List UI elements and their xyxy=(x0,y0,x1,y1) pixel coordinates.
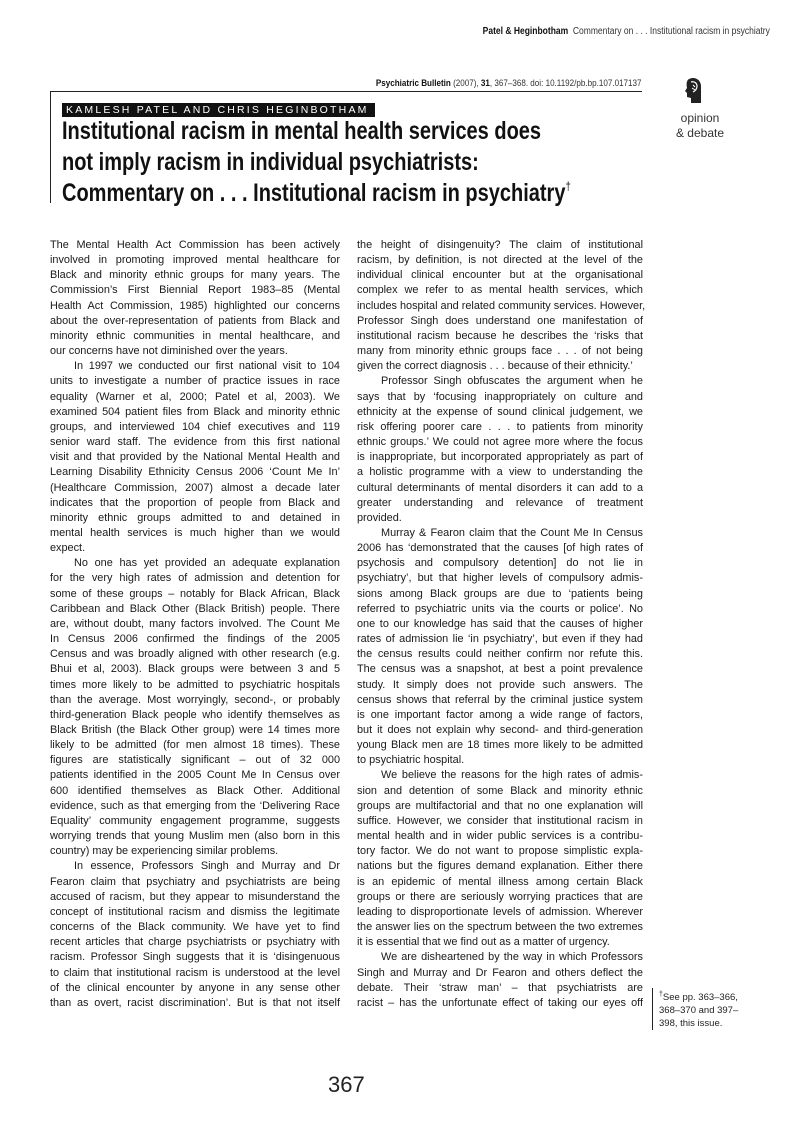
text-line: to claim that institutional racism is understood at the level xyxy=(50,966,340,979)
text-line: racism, by definition, is not directed at the level of the xyxy=(357,254,643,267)
opinion-debate-head-icon xyxy=(683,76,703,104)
text-line: accused of racism, but they appear to misunderstand the xyxy=(50,890,340,903)
text-line: Learning Disability Ethnicity Census 2006 ‘Count Me In’ xyxy=(50,466,340,479)
text-line: ethnicity at the expense of sound clinical judgement, we xyxy=(357,405,643,418)
paragraph xyxy=(50,238,340,359)
text-line: Commission’s First Biennial Report 1983–85 (Mental xyxy=(50,284,340,297)
text-line: some of these groups – notably for Black African, Black xyxy=(50,587,340,600)
journal-volume: 31 xyxy=(481,78,491,89)
title-dagger: † xyxy=(565,179,571,193)
text-line: equality (Warner et al, 2000; Patel et al, 2003). We xyxy=(50,390,340,403)
citation-line xyxy=(376,78,642,89)
text-line: study. It simply does not provide such answers. The xyxy=(357,678,643,691)
text-line: country) may be experiencing similar problems. xyxy=(50,845,279,858)
article-title-line: not imply racism in individual psychiatrists: xyxy=(62,148,479,176)
text-line: groups or there are seriously worrying practices that are xyxy=(357,890,643,903)
text-line: the answer lies on the spectrum between the two extremes xyxy=(357,921,643,934)
text-line: The Mental Health Act Commission has been actively xyxy=(50,239,340,251)
text-line: minority ethnic groups admitted to and detained in xyxy=(50,511,340,524)
section-label xyxy=(660,111,740,141)
text-line: Professor Singh does understand one manifestation of xyxy=(357,314,643,327)
text-line: In 1997 we conducted our first national visit to 104 xyxy=(74,360,340,373)
text-line: senior ward staff. The evidence from this first national xyxy=(50,436,340,449)
text-line: nations but the figures demand explanation. Either there xyxy=(357,860,643,873)
text-line: Black British (the Black Other group) were 14 times more xyxy=(50,724,340,736)
text-line: young Black men are 18 times more likely to be admitted xyxy=(357,739,643,752)
text-line: Health Act Commission, 1985) highlighted our concerns xyxy=(50,299,340,312)
journal-pages-doi: , 367–368. doi: 10.1192/pb.bp.107.017137 xyxy=(490,78,642,89)
text-line: provided. xyxy=(357,511,402,524)
header-rule xyxy=(50,91,642,92)
article-title-line xyxy=(62,179,571,208)
body-column-right xyxy=(357,238,646,1011)
text-line: mental health and in wider public services is a contribu- xyxy=(357,830,643,843)
text-line: units to investigate a number of practice issues in race xyxy=(50,375,340,388)
paragraph xyxy=(50,859,340,1011)
text-line: The census was a snapshot, at best a point prevalence xyxy=(357,663,643,676)
paragraph xyxy=(357,526,643,769)
text-line: likely to be admitted (for men almost 18 times). These xyxy=(50,739,340,752)
text-line: are, without doubt, many factors involved. The Count Me xyxy=(50,617,340,630)
text-line: ethnic groups.’ We could not agree more where the focus xyxy=(357,436,643,449)
text-line: is inappropriate, but incorporated appropriately as part of xyxy=(357,451,643,464)
footnote xyxy=(652,988,749,1030)
text-line: is an epidemic of mental illness among certain Black xyxy=(357,875,643,888)
text-line: it is essential that we find out as a matter of urgency. xyxy=(357,936,610,949)
text-line: Census and was broadly aligned with other research (e.g. xyxy=(50,648,340,661)
text-line: Caribbean and Black Other (Black British) people. There xyxy=(50,602,340,615)
text-line: We are disheartened by the way in which Professors xyxy=(381,951,643,964)
text-line: institutional racism because he describes the ‘risks that xyxy=(357,329,643,342)
text-line: expect. xyxy=(50,542,86,555)
text-line: but it does not explain why second- and third-generation xyxy=(357,724,643,736)
text-line: Bhui et al, 2003). Black groups were between 3 and 5 xyxy=(50,663,340,676)
text-line: tory factor. We do not want to propose simplistic expla- xyxy=(357,845,643,858)
text-line: includes hospital and related community services. However, xyxy=(357,299,646,312)
text-line: minority ethnic communities in mental healthcare, and xyxy=(50,329,340,342)
running-head-title: Commentary on . . . Institutional racism in psychiatry xyxy=(573,26,770,37)
paragraph xyxy=(357,950,643,1011)
text-line: many from minority ethnic groups face . . . of not being xyxy=(357,345,643,358)
text-line: sions among Black groups are due to ‘patients being xyxy=(357,587,643,600)
text-line: indicates that the proportion of people from Black and xyxy=(50,496,340,509)
paragraph xyxy=(50,556,340,859)
section-label-line: & debate xyxy=(675,126,725,140)
text-line: census shows that referral by the criminal justice system xyxy=(357,693,643,706)
text-line: one to our knowledge has said that the causes of higher xyxy=(357,617,643,630)
text-line: mental health services is much higher than we would xyxy=(50,526,340,539)
text-line: groups are multifactorial and that no one explanation will xyxy=(357,799,643,812)
journal-year: (2007), xyxy=(453,78,480,89)
text-line: the height of disingenuity? The claim of institutional xyxy=(357,239,643,251)
text-line: Equality’ community engagement programme, suggests xyxy=(50,814,340,827)
text-line: our concerns have not diminished over the years. xyxy=(50,345,288,358)
text-line: recent articles that charge psychiatrists or psychiatry with xyxy=(50,936,340,949)
page-number: 367 xyxy=(328,1072,365,1097)
text-line: third-generation Black people who identify themselves as xyxy=(50,708,340,721)
text-line: given the correct diagnosis . . . because of their ethnicity.’ xyxy=(357,360,633,373)
text-line: referred to psychiatric units via the courts or police’. No xyxy=(357,602,643,615)
text-line: of the clinical encounter by anyone in any sense other xyxy=(50,981,340,994)
text-line: about the over-representation of patients from Black and xyxy=(50,314,340,327)
text-line: suffice. However, we consider that institutional racism in xyxy=(357,814,643,827)
text-line: times more likely to be admitted to psychiatric hospitals xyxy=(50,678,340,691)
journal-name: Psychiatric Bulletin xyxy=(376,78,452,89)
running-head xyxy=(483,26,770,37)
text-line: visit and that provided by the National Mental Health and xyxy=(50,451,340,464)
body-column-left xyxy=(50,238,340,1011)
paragraph xyxy=(357,374,643,526)
text-line: 600 identified themselves as Black Other. Additional xyxy=(50,784,340,797)
text-line: says that by ‘focusing inappropriately on culture and xyxy=(357,390,643,403)
text-line: patients identified in the 2005 Count Me In Census over xyxy=(50,769,340,782)
text-line: Fearon claim that psychiatry and psychiatrists are being xyxy=(50,875,340,888)
footnote-mark: † xyxy=(659,991,663,998)
footnote-text: See pp. 363–366, 368–370 and 397–398, this issue. xyxy=(659,992,739,1030)
text-line: psychosis and compulsory detention] do not lie in xyxy=(357,557,643,570)
text-line: Black and minority ethnic groups for many years. The xyxy=(50,269,340,282)
text-line: a holistic programme with a view to understanding the xyxy=(357,466,643,479)
text-line: to psychiatric hospital. xyxy=(357,754,465,767)
text-line: than as overt, racist discrimination’. But is that not itself xyxy=(50,996,340,1009)
author-bar: KAMLESH PATEL AND CHRIS HEGINBOTHAM xyxy=(62,103,375,117)
text-line: In essence, Professors Singh and Murray and Dr xyxy=(74,860,340,873)
text-line: psychiatry’, but that higher levels of compulsory admis- xyxy=(357,572,643,585)
text-line: individual clinical encounter but at the organisational xyxy=(357,269,643,282)
paragraph xyxy=(50,359,340,556)
text-line: No one has yet provided an adequate explanation xyxy=(74,557,340,570)
text-line: groups, and interviewed 104 chief executives and 119 xyxy=(50,420,340,433)
section-label-line: opinion xyxy=(680,111,720,125)
text-line: leading to disproportionate levels of admission. Wherever xyxy=(357,905,643,918)
text-line: Singh and Murray and Dr Fearon and others deflect the xyxy=(357,966,643,979)
text-line: worrying trends that young Muslim men (also born in this xyxy=(50,830,340,843)
text-line: involved in promoting improved mental healthcare for xyxy=(50,254,340,267)
text-line: risk offering poorer care . . . to patients from minority xyxy=(357,420,643,433)
text-line: 2006 has ‘demonstrated that the causes [of high rates of xyxy=(357,542,643,555)
text-line: racism. Professor Singh suggests that it is ‘disingenuous xyxy=(50,951,340,964)
text-line: concept of institutional racism and dismiss the legitimate xyxy=(50,905,340,918)
text-line: debate. Their ‘straw man’ – that psychiatrists are xyxy=(357,981,643,994)
text-line: In Census 2006 confirmed the findings of the 2005 xyxy=(50,633,340,646)
text-line: greater understanding and relevance of treatment xyxy=(357,496,643,509)
text-line: (Healthcare Commission, 2007) almost a decade later xyxy=(50,481,340,494)
text-line: Professor Singh obfuscates the argument when he xyxy=(381,375,643,388)
text-line: concerns of the Black community. We have yet to find xyxy=(50,921,340,934)
text-line: rates of admission lie ‘in psychiatry’, but even if they had xyxy=(357,633,643,646)
paragraph xyxy=(357,238,646,374)
text-line: is one important factor among a wide range of factors, xyxy=(357,708,643,721)
article-title-text: Commentary on . . . Institutional racism in psychiatry xyxy=(62,179,566,207)
text-line: the census results could neither confirm nor refute this. xyxy=(357,648,643,661)
running-head-authors: Patel & Heginbotham xyxy=(482,26,569,37)
article-title-line: Institutional racism in mental health services does xyxy=(62,117,542,145)
text-line: racist – has the unfortunate effect of taking our eyes off xyxy=(357,996,643,1009)
text-line: complex we refer to as mental health services, which xyxy=(357,284,643,297)
text-line: examined 504 patient files from Black and minority ethnic xyxy=(50,405,340,418)
text-line: than the average. Most worryingly, second-, or probably xyxy=(50,693,340,706)
text-line: figures are statistically significant – out of 32 000 xyxy=(50,754,340,767)
text-line: evidence, such as that emerging from the ‘Delivering Race xyxy=(50,799,340,812)
text-line: for the very high rates of admission and detention for xyxy=(50,572,340,585)
text-line: cultural determinants of mental disorders it can add to a xyxy=(357,481,643,494)
text-line: Murray & Fearon claim that the Count Me In Census xyxy=(381,526,643,539)
text-line: We believe the reasons for the high rates of admis- xyxy=(381,769,643,782)
title-side-rule xyxy=(50,91,51,203)
paragraph xyxy=(357,768,643,950)
text-line: sion and detention of some Black and minority ethnic xyxy=(357,784,643,797)
